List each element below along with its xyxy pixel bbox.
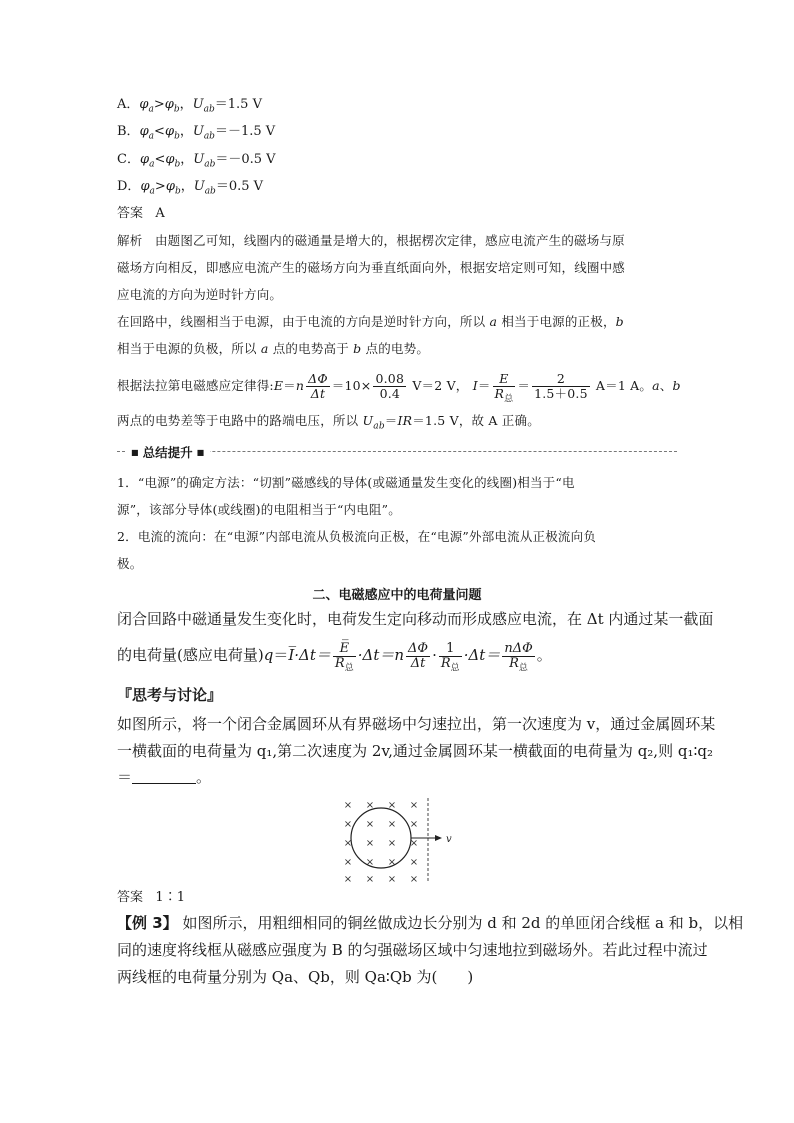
metal-ring	[351, 808, 411, 868]
svg-text:×: ×	[365, 857, 375, 868]
example-tag: 【例 3】	[117, 914, 178, 932]
example-line-2: 同的速度将线框从磁感应强度为 B 的匀强磁场区域中匀速地拉到磁场外。若此过程中流过	[117, 941, 708, 959]
example-line-3: 两线框的电荷量分别为 Qa、Qb，则 Qa∶Qb 为( )	[117, 968, 474, 986]
svg-text:×: ×	[343, 838, 353, 849]
formula-line: 根据法拉第电磁感应定律得:E＝n $\frac{\Delta\Phi}{\Delta t}$ ＝10× $\frac{0.08}{0.4}$ V＝2 V， I＝ $\frac{E}{R_总}$ ＝ $\frac{2}{1.5+0.5}$ A＝1 A。a、b	[117, 371, 681, 405]
analysis-line-7: 两点的电势差等于电路中的路端电压，所以 $U_{ab}=IR=1.5$ V，故 A 正确。	[117, 413, 540, 432]
svg-text:×: ×	[409, 838, 419, 849]
velocity-label: v	[446, 834, 452, 845]
svg-text:×: ×	[387, 874, 397, 884]
analysis-line-4: 在回路中，线圈相当于电源，由于电流的方向是逆时针方向，所以 a 相当于电源的正极，b	[117, 314, 624, 329]
think-line-1: 如图所示，将一个闭合金属圆环从有界磁场中匀速拉出，第一次速度为 v，通过金属圆环某	[117, 715, 716, 733]
svg-text:×: ×	[365, 819, 375, 830]
think-line-2: 一横截面的电荷量为 q₁,第二次速度为 2v,通过金属圆环某一横截面的电荷量为 q₂,则 q₁∶q₂	[117, 742, 713, 760]
fraction-dphi-dt: $\frac{\Delta\Phi}{\Delta t}$	[308, 371, 328, 401]
svg-text:×: ×	[387, 838, 397, 849]
think-line-3: ＝ 。	[117, 768, 212, 786]
svg-text:×: ×	[409, 819, 419, 830]
option-b: B．$\varphi_a<\varphi_b$，$U_{ab}=-1.5$ V	[117, 124, 276, 142]
fraction-current: $\frac{2}{1.5+0.5}$	[534, 371, 588, 401]
example-line-1: 【例 3】 如图所示，用粗细相同的铜丝做成边长分别为 d 和 2d 的单匝闭合线框 a 和 b，以相	[117, 914, 744, 932]
fraction-dphi-dt-2: $\frac{\Delta\Phi}{\Delta t}$	[408, 640, 429, 671]
answer-line: 答案 A	[117, 206, 165, 221]
ring-field-figure	[338, 796, 468, 884]
svg-text:×: ×	[343, 800, 353, 811]
svg-text:×: ×	[365, 874, 375, 884]
svg-text:×: ×	[387, 800, 397, 811]
think-title: 『思考与讨论』	[117, 686, 223, 704]
svg-text:×: ×	[409, 800, 419, 811]
analysis-line-3: 应电流的方向为逆时针方向。	[117, 287, 283, 302]
option-a: A．$\varphi_a>\varphi_b$，$U_{ab}=1.5$ V	[117, 97, 262, 115]
svg-text:×: ×	[343, 857, 353, 868]
summary-bar	[117, 446, 677, 458]
summary-item-1-line-2: 源”，该部分导体(或线圈)的电阻相当于“内电阻”。	[117, 502, 401, 517]
analysis-line-2: 磁场方向相反，即感应电流产生的磁场方向为垂直纸面向外，根据安培定则可知，线圈中感	[117, 260, 626, 275]
answer-blank	[132, 769, 196, 784]
fraction-ebar-r: $\frac{E̅}{R_总}$	[334, 640, 354, 674]
svg-text:×: ×	[409, 874, 419, 884]
analysis-line-1: 解析 由题图乙可知，线圈内的磁通量是增大的，根据楞次定律，感应电流产生的磁场与原	[117, 233, 625, 248]
section-line-1: 闭合回路中磁通量发生变化时，电荷发生定向移动而形成感应电流，在 Δt 内通过某一截面	[117, 610, 714, 628]
analysis-line-5: 相当于电源的负极，所以 a 点的电势高于 b 点的电势。	[117, 341, 430, 356]
svg-text:×: ×	[387, 819, 397, 830]
fraction-numbers: $\frac{0.08}{0.4}$	[375, 371, 405, 401]
fraction-one-r: $\frac{1}{R_总}$	[440, 640, 460, 674]
svg-text:×: ×	[409, 857, 419, 868]
summary-title: ■ 总结提升 ■	[125, 443, 210, 461]
section-heading: 二、电磁感应中的电荷量问题	[312, 588, 482, 603]
arrow-head	[435, 835, 442, 841]
svg-text:×: ×	[365, 838, 375, 849]
option-c: C．$\varphi_a<\varphi_b$，$U_{ab}=-0.5$ V	[117, 152, 276, 170]
fraction-e-r: $\frac{E}{R_总}$	[494, 371, 514, 405]
section-formula-line: 的电荷量(感应电荷量)q＝I̅·Δt＝ $\frac{E̅}{R_总}$ ·Δt＝n $\frac{\Delta\Phi}{\Delta t}$ · $\frac{1}{R_总}$ ·Δt＝ $\frac{\text{nΔΦ}}{R_总}$ 。	[117, 640, 552, 674]
fraction-ndphi-r: $\frac{\text{nΔΦ}}{R_总}$	[504, 640, 533, 674]
svg-text:×: ×	[343, 819, 353, 830]
svg-text:×: ×	[387, 857, 397, 868]
option-d: D．$\varphi_a>\varphi_b$，$U_{ab}=0.5$ V	[117, 179, 264, 197]
summary-item-2-line-1: 2．电流的流向：在“电源”内部电流从负极流向正极，在“电源”外部电流从正极流向负	[117, 529, 597, 544]
answer-line-2: 答案 1∶1	[117, 890, 185, 905]
svg-text:×: ×	[343, 874, 353, 884]
svg-text:×: ×	[365, 800, 375, 811]
field-crosses	[344, 800, 418, 884]
summary-item-2-line-2: 极。	[117, 556, 143, 571]
summary-item-1-line-1: 1．“电源”的确定方法：“切割”磁感线的导体(或磁通量发生变化的线圈)相当于“电	[117, 475, 575, 490]
